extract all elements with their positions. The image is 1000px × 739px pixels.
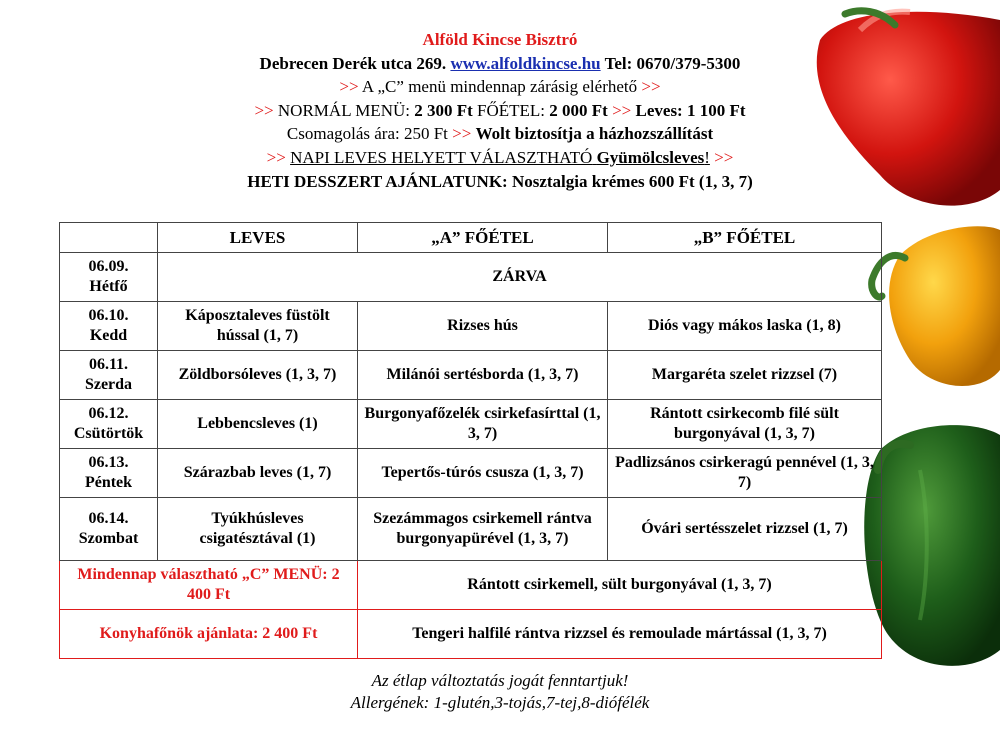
- normal-menu-price: 2 300 Ft: [414, 100, 473, 120]
- table-row: [60, 253, 882, 302]
- arrow-icon: >>: [714, 147, 734, 167]
- address: Debrecen Derék utca 269.: [259, 53, 447, 73]
- fruit-soup: Gyümölcsleves: [596, 147, 705, 167]
- table-row: [60, 400, 882, 449]
- disclaimer: Az étlap változtatás jogát fenntartjuk!: [371, 671, 629, 690]
- header-day: [60, 223, 158, 253]
- soup-cell: Lebbencsleves (1): [158, 400, 358, 449]
- arrow-icon: >>: [641, 77, 661, 97]
- date-cell: 06.11. Szerda: [60, 351, 158, 400]
- restaurant-name: Alföld Kincse Bisztró: [422, 30, 578, 49]
- soup-price: Leves: 1 100 Ft: [635, 100, 746, 120]
- arrow-icon: >>: [339, 77, 359, 97]
- footer: [120, 670, 880, 714]
- allergen-legend: Allergének: 1-glutén,3-tojás,7-tej,8-diófélék: [350, 693, 650, 712]
- header-main-a: „A” FŐÉTEL: [358, 223, 608, 253]
- arrow-icon: >>: [612, 100, 632, 120]
- c-menu-label: Mindennap választható „C” MENÜ: 2 400 Ft: [60, 561, 358, 610]
- main-a-cell: Milánói sertésborda (1, 3, 7): [358, 351, 608, 400]
- main-b-cell: Margaréta szelet rizzsel (7): [608, 351, 882, 400]
- date-cell: 06.12. Csütörtök: [60, 400, 158, 449]
- main-a-cell: Burgonyafőzelék csirkefasírttal (1, 3, 7): [358, 400, 608, 449]
- dessert-offer: HETI DESSZERT AJÁNLATUNK: Nosztalgia krémes 600 Ft (1, 3, 7): [247, 171, 753, 191]
- main-a-cell: Szezámmagos csirkemell rántva burgonyapürével (1, 3, 7): [358, 498, 608, 561]
- delivery-line: [120, 122, 880, 146]
- c-menu-item: Rántott csirkemell, sült burgonyával (1, 3, 7): [358, 561, 882, 610]
- table-row: [60, 498, 882, 561]
- date-cell: 06.13. Péntek: [60, 449, 158, 498]
- soup-cell: Káposztaleves füstölt hússal (1, 7): [158, 302, 358, 351]
- main-b-cell: Óvári sertésszelet rizzsel (1, 7): [608, 498, 882, 561]
- arrow-icon: >>: [452, 124, 472, 144]
- packaging-price: Csomagolás ára: 250 Ft: [286, 124, 448, 144]
- c-menu-row: [60, 561, 882, 610]
- header-soup: LEVES: [158, 223, 358, 253]
- main-course-label: FŐÉTEL:: [477, 100, 546, 120]
- chef-label: Konyhafőnök ajánlata: 2 400 Ft: [60, 610, 358, 659]
- header: [120, 28, 880, 193]
- c-menu-note: A „C” menü mindennap zárásig elérhető: [361, 77, 638, 97]
- soup-alternative-line: [120, 146, 880, 170]
- soup-cell: Zöldborsóleves (1, 3, 7): [158, 351, 358, 400]
- main-b-cell: Padlizsános csirkeragú pennével (1, 3, 7): [608, 449, 882, 498]
- date-cell: 06.10. Kedd: [60, 302, 158, 351]
- yellow-pepper-icon: [872, 226, 1000, 386]
- date-cell: 06.09. Hétfő: [60, 253, 158, 302]
- main-a-cell: Tepertős-túrós csusza (1, 3, 7): [358, 449, 608, 498]
- soup-cell: Tyúkhúsleves csigatésztával (1): [158, 498, 358, 561]
- header-main-b: „B” FŐÉTEL: [608, 223, 882, 253]
- chef-item: Tengeri halfilé rántva rizzsel és remoulade mártással (1, 3, 7): [358, 610, 882, 659]
- main-a-cell: Rizses hús: [358, 302, 608, 351]
- main-b-cell: Diós vagy mákos laska (1, 8): [608, 302, 882, 351]
- contact-line: [120, 52, 880, 76]
- soup-alternative: NAPI LEVES HELYETT VÁLASZTHATÓ Gyümölcsleves!: [290, 147, 710, 167]
- table-row: [60, 351, 882, 400]
- website-link[interactable]: www.alfoldkincse.hu: [450, 53, 601, 73]
- arrow-icon: >>: [254, 100, 274, 120]
- chef-recommendation-row: [60, 610, 882, 659]
- closed-cell: ZÁRVA: [158, 253, 882, 302]
- c-menu-note-line: [120, 75, 880, 99]
- main-b-cell: Rántott csirkecomb filé sült burgonyával (1, 3, 7): [608, 400, 882, 449]
- table-row: [60, 449, 882, 498]
- arrow-icon: >>: [266, 147, 286, 167]
- weekly-menu-table: [59, 222, 882, 659]
- phone: Tel: 0670/379-5300: [604, 53, 741, 73]
- table-row: [60, 302, 882, 351]
- main-course-price: 2 000 Ft: [549, 100, 608, 120]
- table-header-row: [60, 223, 882, 253]
- date-cell: 06.14. Szombat: [60, 498, 158, 561]
- price-line: [120, 99, 880, 123]
- green-pepper-icon: [864, 425, 1000, 666]
- soup-cell: Szárazbab leves (1, 7): [158, 449, 358, 498]
- wolt-note: Wolt biztosítja a házhozszállítást: [475, 124, 714, 144]
- normal-menu-label: NORMÁL MENÜ:: [277, 100, 410, 120]
